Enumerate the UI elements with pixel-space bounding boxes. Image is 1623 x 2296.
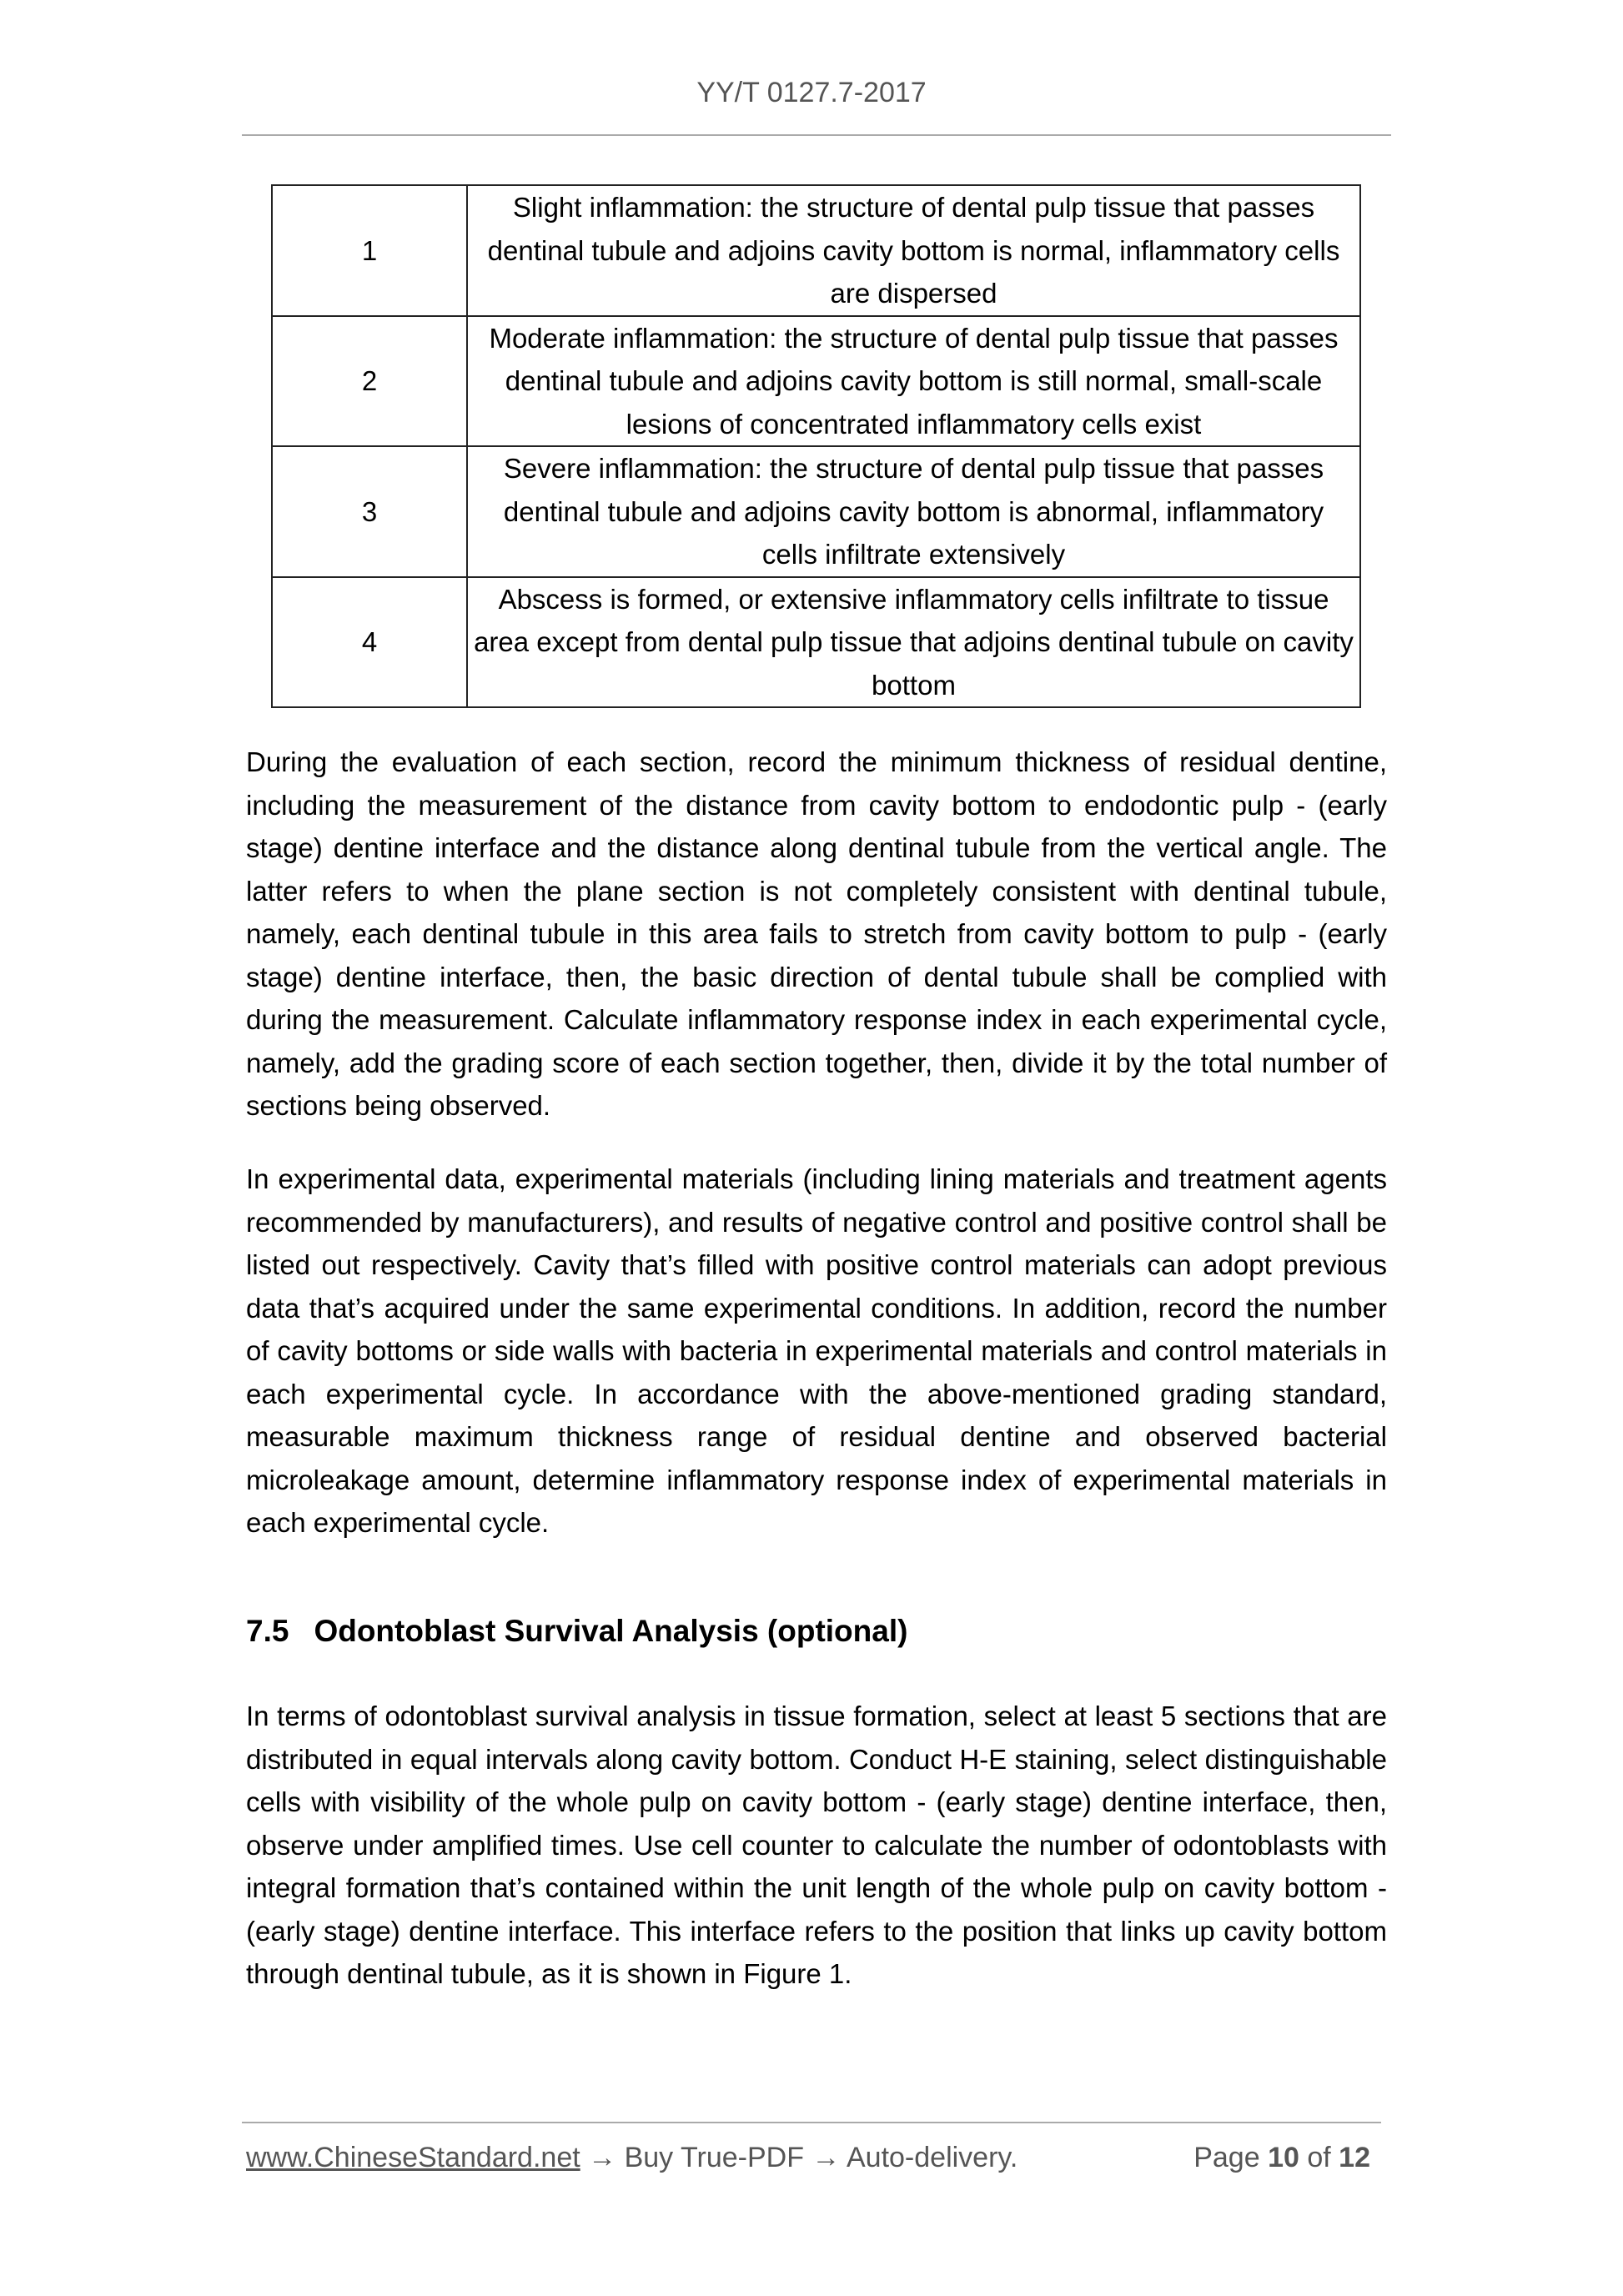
grade-description-cell: Slight inflammation: the structure of dental pulp tissue that passes dentinal tubule and adjoins cavity bottom is normal, inflammatory cells are dispersed [467, 185, 1360, 316]
table-row [272, 577, 1360, 708]
section-title: Odontoblast Survival Analysis (optional) [314, 1614, 908, 1648]
grade-cell: 2 [272, 316, 467, 447]
grade-description-cell: Abscess is formed, or extensive inflammatory cells infiltrate to tissue area except from dental pulp tissue that adjoins dentinal tubule on cavity bottom [467, 577, 1360, 708]
paragraph-odontoblast-analysis: In terms of odontoblast survival analysis in tissue formation, select at least 5 sections that are distributed in equal intervals along cavity bottom. Conduct H-E staining, select distinguishable cells with visibility of the whole pulp on cavity bottom - (early stage) dentine interface, then, observe under amplified times. Use cell counter to calculate the number of odontoblasts with integral formation that’s contained within the unit length of the whole pulp on cavity bottom - (early stage) dentine interface. This interface refers to the position that links up cavity bottom through dentinal tubule, as it is shown in Figure 1. [246, 1701, 1387, 1989]
page-indicator [1193, 2142, 1370, 2174]
chinesestandard-link[interactable]: www.ChineseStandard.net [246, 2142, 580, 2173]
grade-cell: 4 [272, 577, 467, 708]
section-heading [246, 1614, 907, 1649]
inflammation-grading-table [271, 184, 1361, 708]
grade-description-cell: Moderate inflammation: the structure of dental pulp tissue that passes dentinal tubule and adjoins cavity bottom is still normal, small-scale lesions of concentrated inflammatory cells exist [467, 316, 1360, 447]
table-row [272, 185, 1360, 316]
header-divider [242, 134, 1391, 136]
grade-cell: 3 [272, 446, 467, 577]
paragraph-experimental-data: In experimental data, experimental materials (including lining materials and treatment agents recommended by manufacturers), and results of negative control and positive control shall be listed out respectively. Cavity that’s filled with positive control materials can adopt previous data that’s acquired under the same experimental conditions. In addition, record the number of cavity bottoms or side walls with bacteria in experimental materials and control materials in each experimental cycle. In accordance with the above-mentioned grading standard, measurable maximum thickness range of residual dentine and observed bacterial microleakage amount, determine inflammatory response index of experimental materials in each experimental cycle. [246, 1163, 1387, 1538]
table-row [272, 446, 1360, 577]
page-of-label: of [1307, 2142, 1331, 2173]
grade-cell: 1 [272, 185, 467, 316]
document-header-title: YY/T 0127.7-2017 [696, 77, 927, 108]
footer-buy-text: → Buy True-PDF [580, 2142, 812, 2173]
page-label: Page [1193, 2142, 1260, 2173]
section-number: 7.5 [246, 1614, 289, 1648]
page-current: 10 [1268, 2142, 1299, 2173]
paragraph-evaluation: During the evaluation of each section, record the minimum thickness of residual dentine, including the measurement of the distance from cavity bottom to endodontic pulp - (early stage) dentine interface and the distance along dentinal tubule from the vertical angle. The latter refers to when the plane section is not completely consistent with dentinal tubule, namely, each dentinal tubule in this area fails to stretch from cavity bottom to pulp - (early stage) dentine interface, then, the basic direction of dental tubule shall be complied with during the measurement. Calculate inflammatory response index in each experimental cycle, namely, add the grading score of each section together, then, divide it by the total number of sections being observed. [246, 746, 1387, 1121]
page-total: 12 [1339, 2142, 1370, 2173]
page-footer [246, 2142, 1380, 2174]
footer-delivery-text: → Auto-delivery. [812, 2142, 1018, 2173]
table-row [272, 316, 1360, 447]
grade-description-cell: Severe inflammation: the structure of dental pulp tissue that passes dentinal tubule and adjoins cavity bottom is abnormal, inflammatory cells infiltrate extensively [467, 446, 1360, 577]
footer-divider [242, 2122, 1381, 2123]
